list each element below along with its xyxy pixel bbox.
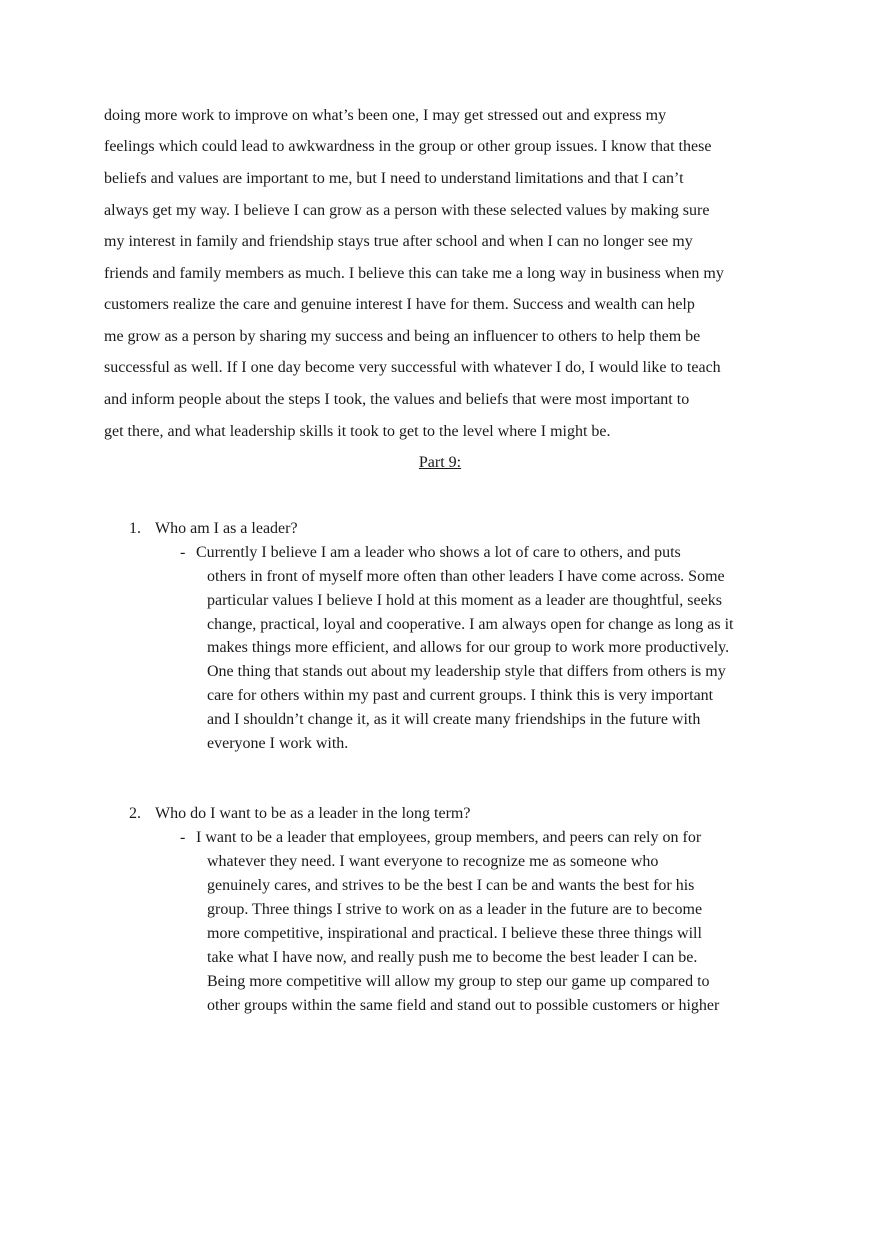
answer-line: other groups within the same field and stand out to possible customers or higher xyxy=(207,997,720,1014)
section-heading: Part 9: xyxy=(418,454,462,471)
paragraph-line: successful as well. If I one day become very successful with whatever I do, I would like to teach xyxy=(104,359,721,376)
answer-line: everyone I work with. xyxy=(207,735,349,752)
answer-line: more competitive, inspirational and practical. I believe these three things will xyxy=(207,925,702,942)
question-text: Who do I want to be as a leader in the long term? xyxy=(155,805,471,822)
paragraph-line: beliefs and values are important to me, but I need to understand limitations and that I can’t xyxy=(104,170,684,187)
answer-line: genuinely cares, and strives to be the best I can be and wants the best for his xyxy=(207,877,695,894)
answer-line: One thing that stands out about my leadership style that differs from others is my xyxy=(207,663,726,680)
answer-line: others in front of myself more often than other leaders I have come across. Some xyxy=(207,568,725,585)
answer-line: change, practical, loyal and cooperative. I am always open for change as long as it xyxy=(207,616,734,633)
paragraph-line: feelings which could lead to awkwardness in the group or other group issues. I know that these xyxy=(104,138,712,155)
answer-line: Being more competitive will allow my group to step our game up compared to xyxy=(207,973,710,990)
answer-text: I want to be a leader that employees, group members, and peers can rely on for xyxy=(196,829,702,846)
bullet-dash: - xyxy=(180,544,186,561)
paragraph-line: me grow as a person by sharing my success and being an influencer to others to help them be xyxy=(104,328,701,345)
question-item xyxy=(129,804,470,824)
paragraph-line: always get my way. I believe I can grow as a person with these selected values by making sure xyxy=(104,202,710,219)
paragraph-line: customers realize the care and genuine interest I have for them. Success and wealth can help xyxy=(104,296,695,313)
paragraph-line: my interest in family and friendship stays true after school and when I can no longer see my xyxy=(104,233,693,250)
paragraph-line: and inform people about the steps I took, the values and beliefs that were most important to xyxy=(104,391,690,408)
bullet-dash: - xyxy=(180,829,186,846)
paragraph-line: get there, and what leadership skills it took to get to the level where I might be. xyxy=(104,423,611,440)
answer-text: Currently I believe I am a leader who shows a lot of care to others, and puts xyxy=(196,544,681,561)
answer-line: take what I have now, and really push me to become the best leader I can be. xyxy=(207,949,698,966)
question-item xyxy=(129,519,298,539)
answer-line: whatever they need. I want everyone to recognize me as someone who xyxy=(207,853,659,870)
answer-line: care for others within my past and current groups. I think this is very important xyxy=(207,687,714,704)
answer-line xyxy=(180,828,701,848)
question-number: 2. xyxy=(129,805,141,822)
answer-line: particular values I believe I hold at this moment as a leader are thoughtful, seeks xyxy=(207,592,722,609)
answer-line: group. Three things I strive to work on as a leader in the future are to become xyxy=(207,901,703,918)
answer-line xyxy=(180,543,681,563)
answer-line: and I shouldn’t change it, as it will create many friendships in the future with xyxy=(207,711,701,728)
question-text: Who am I as a leader? xyxy=(155,520,298,537)
answer-line: makes things more efficient, and allows for our group to work more productively. xyxy=(207,639,730,656)
paragraph-line: doing more work to improve on what’s been one, I may get stressed out and express my xyxy=(104,107,667,124)
question-number: 1. xyxy=(129,520,141,537)
paragraph-line: friends and family members as much. I believe this can take me a long way in business when my xyxy=(104,265,724,282)
